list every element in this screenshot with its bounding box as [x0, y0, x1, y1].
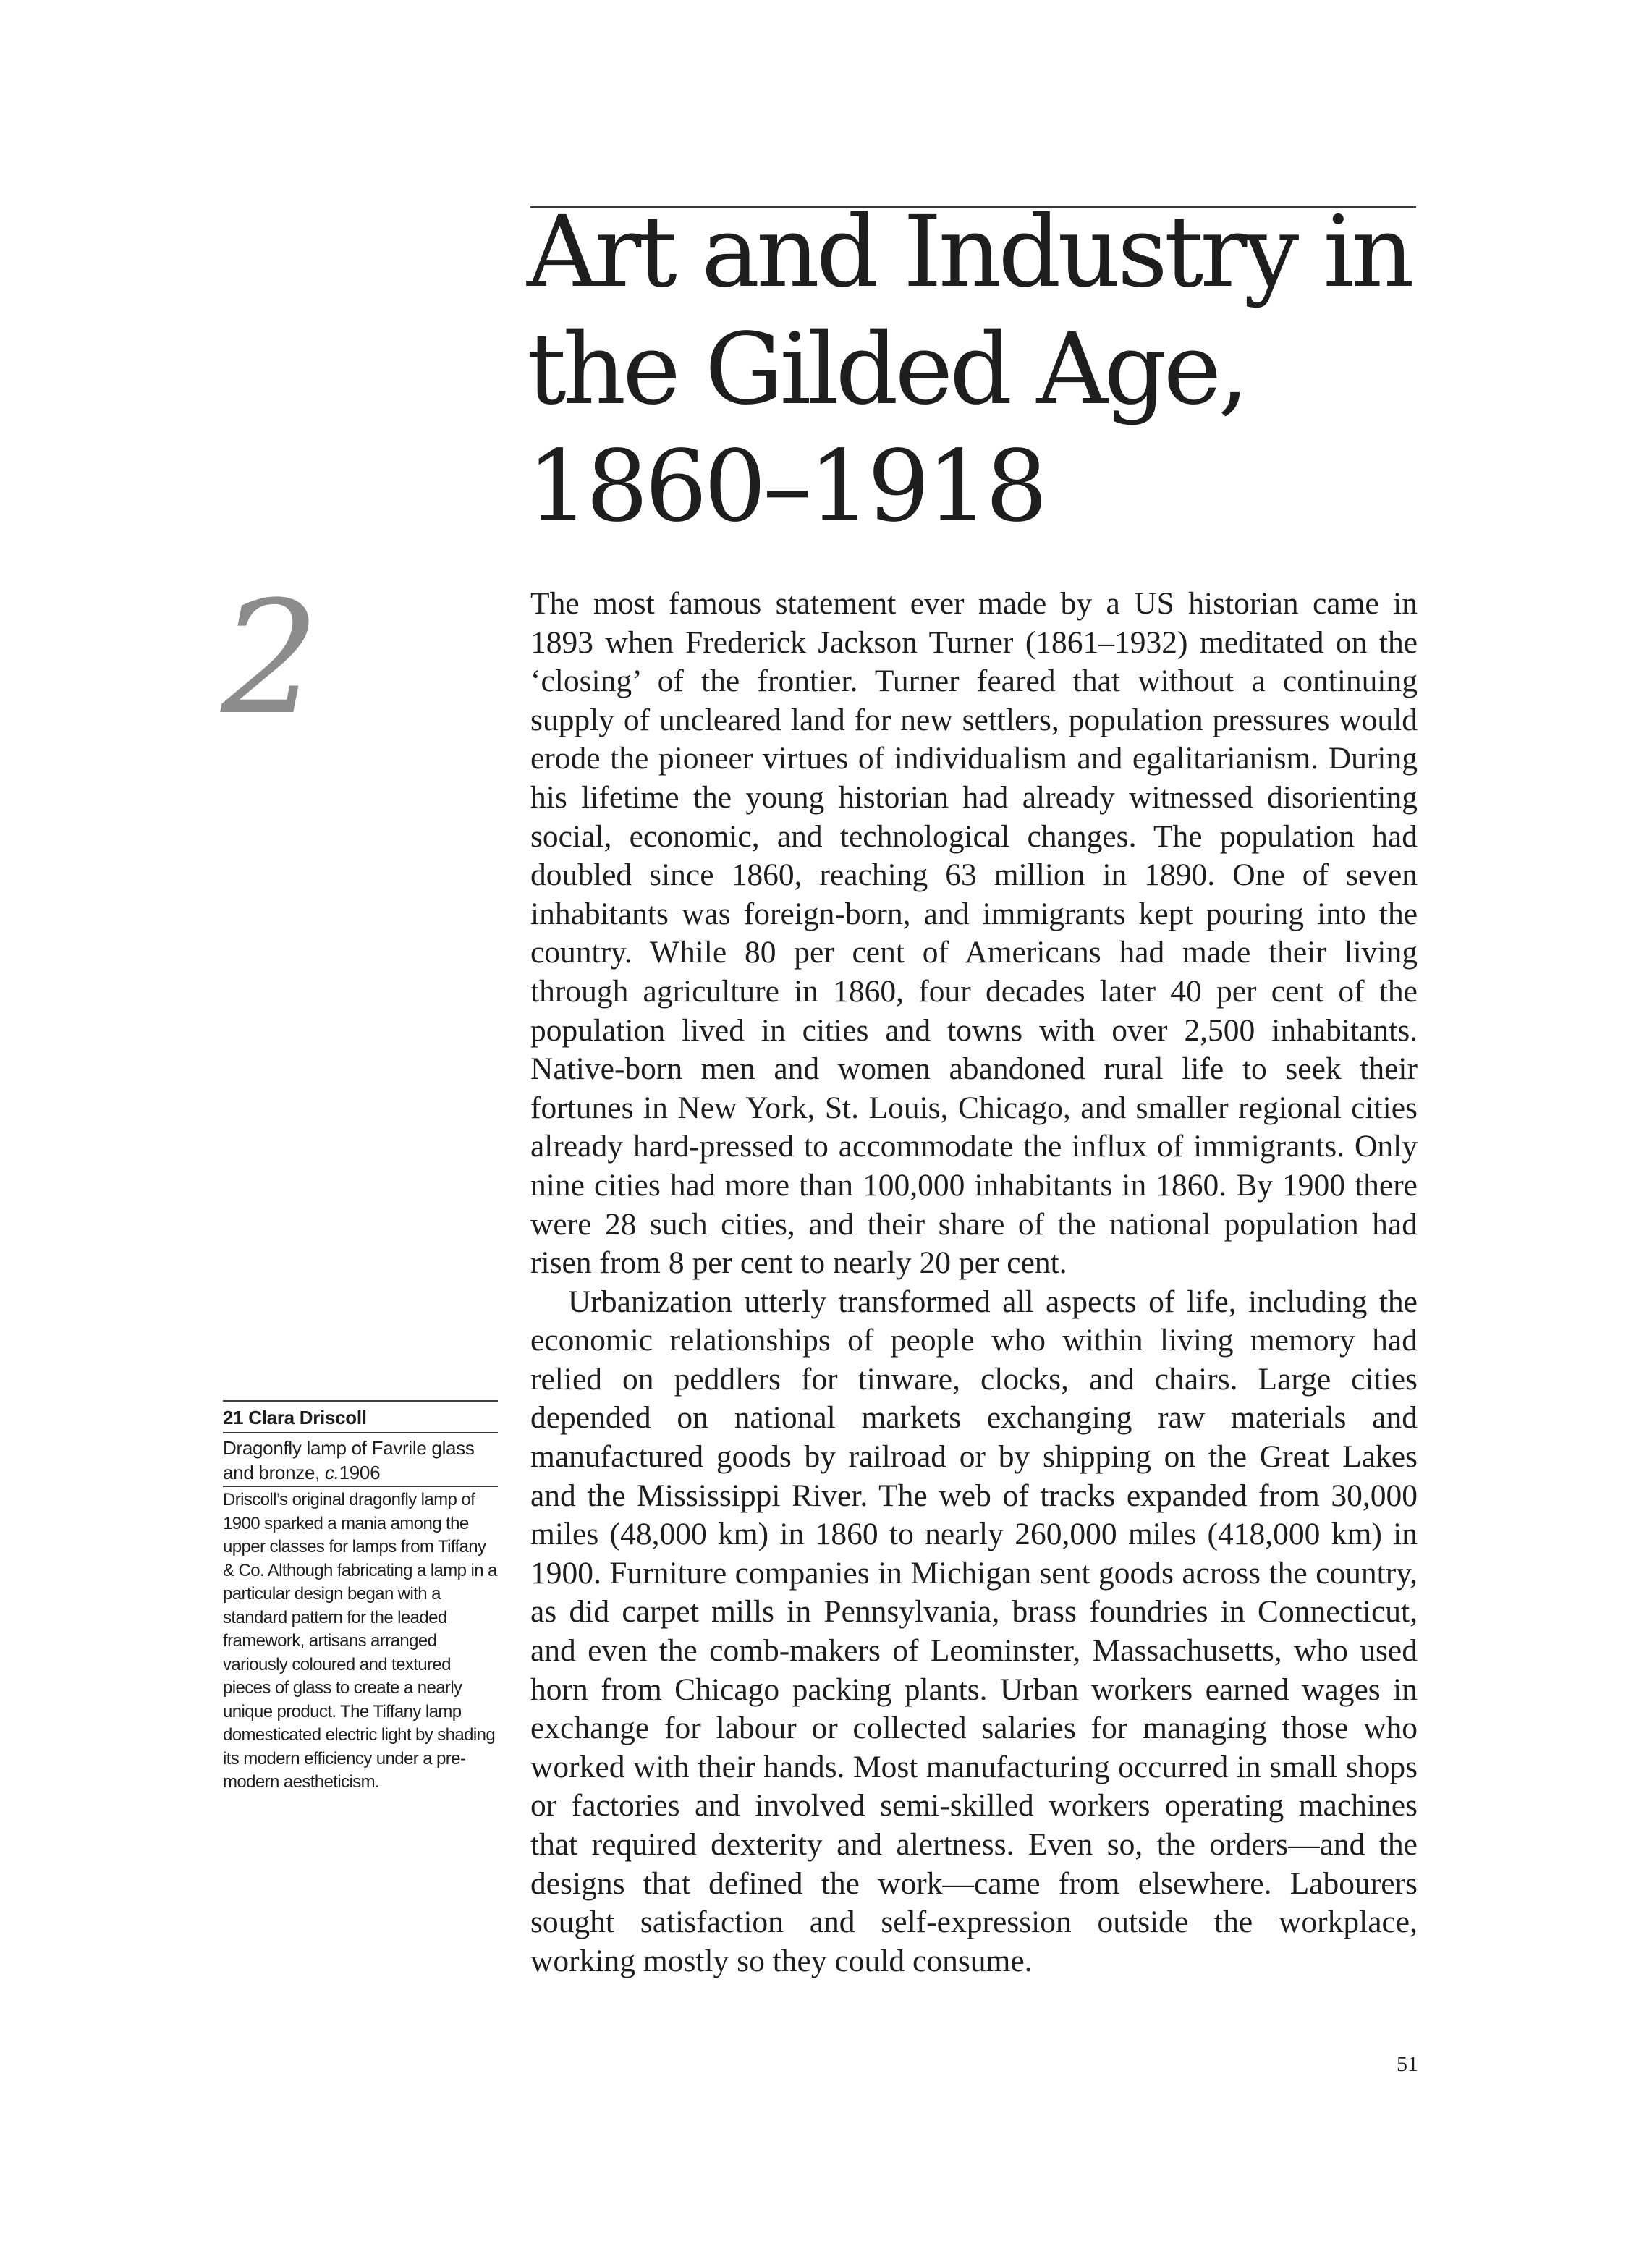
- body-text: [530, 585, 1418, 1981]
- caption-heading: [223, 1402, 498, 1432]
- body-paragraph-1: The most famous statement ever made by a US historian came in 1893 when Frederick Jackson Turner (1861–1932) meditated on the ‘closing’ of the frontier. Turner feared that without a continuing supply of uncleared land for new settlers, population pressures would erode the pioneer virtues of individualism and egalitarianism. During his lifetime the young historian had already witnessed disorienting social, economic, and technological changes. The population had doubled since 1860, reaching 63 million in 1890. One of seven inhabitants was foreign-born, and immigrants kept pouring into the country. While 80 per cent of Americans had made their living through agriculture in 1860, four decades later 40 per cent of the population lived in cities and towns with over 2,500 inhabitants. Native-born men and women abandoned rural life to seek their fortunes in New York, St. Louis, Chicago, and smaller regional cities already hard-pressed to accommodate the influx of immigrants. Only nine cities had more than 100,000 inhabitants in 1860. By 1900 there were 28 such cities, and their share of the national population had risen from 8 per cent to nearly 20 per cent.: [530, 586, 1418, 1281]
- caption-date: 1906: [339, 1462, 381, 1483]
- chapter-title-line-3: 1860–1918: [527, 430, 1045, 544]
- body-paragraph-2: Urbanization utterly transformed all aspects of life, including the economic relationships of people who within living memory had relied on peddlers for tinware, clocks, and chairs. Large cities depended on national markets exchanging raw materials and manufactured goods by railroad or by shipping on the Great Lakes and the Mississippi River. The web of tracks expanded from 30,000 miles (48,000 km) in 1860 to nearly 260,000 miles (418,000 km) in 1900. Furniture companies in Michigan sent goods across the country, as did carpet mills in Pennsylvania, brass foundries in Connecticut, and even the comb-makers of Leominster, Massachusetts, who used horn from Chicago packing plants. Urban workers earned wages in exchange for labour or collected salaries for managing those who worked with their hands. Most manufacturing occurred in small shops or factories and involved semi-skilled workers operating machines that required dexterity and alertness. Even so, the orders—and the designs that defined the work—came from elsewhere. Labourers sought satisfaction and self-expression outside the workplace, working mostly so they could consume.: [530, 1284, 1418, 1978]
- caption-author: Clara Driscoll: [248, 1407, 367, 1428]
- caption-title: [223, 1433, 498, 1486]
- caption-date-prefix: c.: [324, 1462, 339, 1483]
- chapter-title-line-1: Art and Industry in: [527, 195, 1411, 310]
- figure-caption: [223, 1400, 498, 1795]
- chapter-number: 2: [221, 567, 320, 749]
- caption-title-text: Dragonfly lamp of Favrile glass and bronze,: [223, 1437, 475, 1483]
- page-number: 51: [1397, 2052, 1418, 2076]
- chapter-title-line-2: the Gilded Age,: [527, 313, 1246, 427]
- chapter-title: [527, 194, 1424, 546]
- caption-text: Driscoll’s original dragonfly lamp of 1900 sparked a mania among the upper classes for lamps from Tiffany & Co. Although fabricating a lamp in a particular design began with a standard pattern for the leaded framework, artisans arranged variously coloured and textured pieces of glass to create a nearly unique product. The Tiffany lamp domesticated electric light by shading its modern efficiency under a pre-modern aestheticism.: [223, 1490, 497, 1792]
- caption-figure-number: 21: [223, 1407, 244, 1428]
